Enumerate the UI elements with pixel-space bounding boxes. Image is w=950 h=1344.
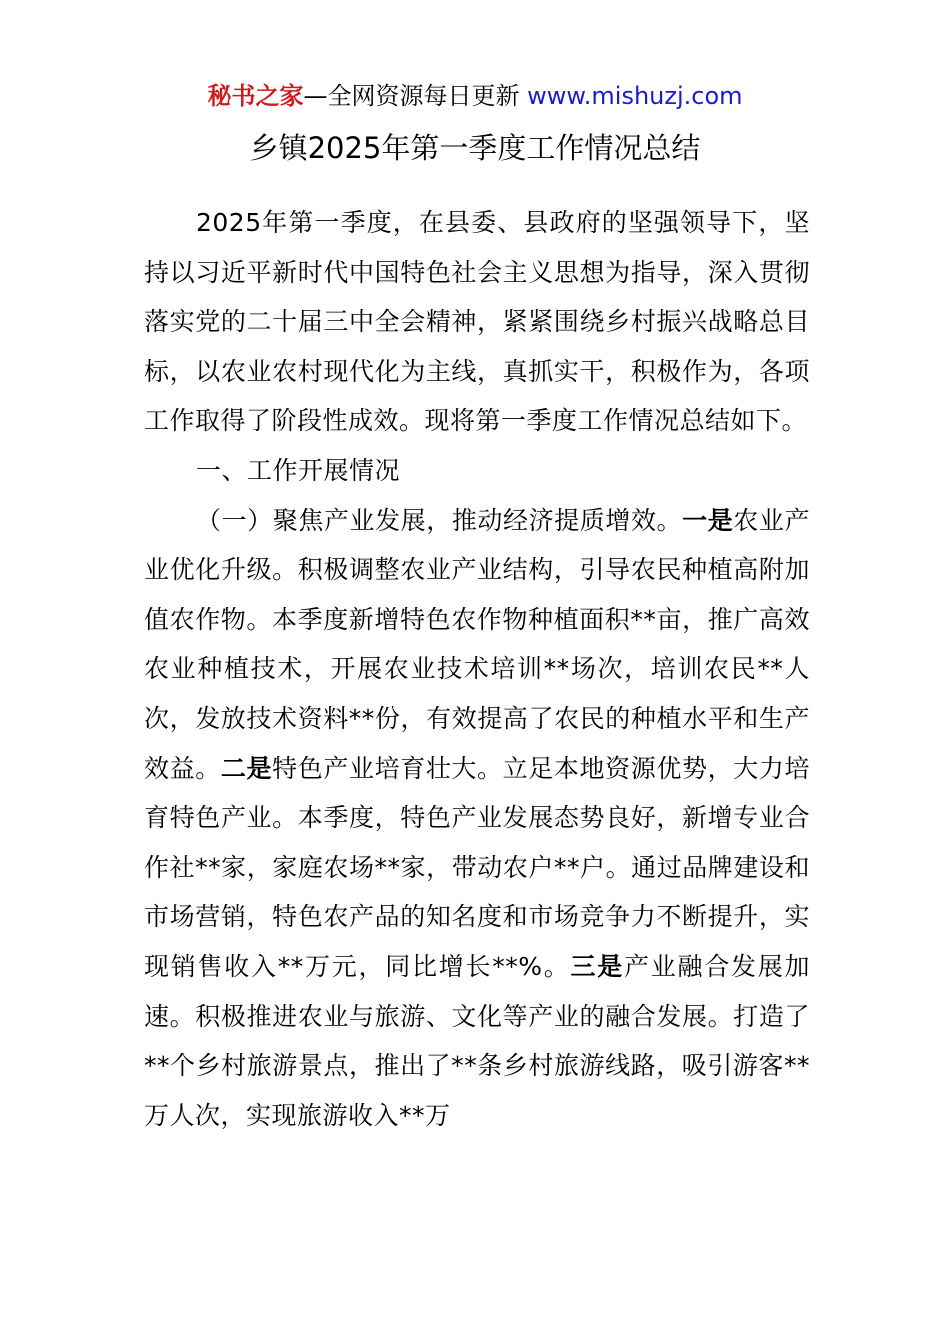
intro-paragraph: 2025年第一季度，在县委、县政府的坚强领导下，坚持以习近平新时代中国特色社会主义思想为指导，深入贯彻落实党的二十届三中全会精神，紧紧围绕乡村振兴战略总目标，以农业农村现代化为主线，真抓实干，积极作为，各项工作取得了阶段性成效。现将第一季度工作情况总结如下。 — [144, 208, 810, 436]
point-2-label: 二是 — [220, 753, 273, 783]
point-3-text: 产业融合发展加速。积极推进农业与旅游、文化等产业的融合发展。打造了**个乡村旅游景点，推出了**条乡村旅游线路，吸引游客**万人次，实现旅游收入**万 — [144, 951, 810, 1130]
point-3-label: 三是 — [570, 951, 624, 981]
point-2-text: 特色产业培育壮大。立足本地资源优势，大力培育特色产业。本季度，特色产业发展态势良好，新增专业合作社**家，家庭农场**家，带动农户**户。通过品牌建设和市场营销，特色农产品的知名度和市场竞争力不断提升，实现销售收入**万元，同比增长**%。 — [144, 753, 810, 981]
document-title: 乡镇2025年第一季度工作情况总结 — [249, 131, 701, 165]
document-body — [144, 198, 810, 1140]
section-heading: 一、工作开展情况 — [196, 455, 401, 485]
header-tagline: —全网资源每日更新 — [303, 82, 520, 110]
point-1-text: 农业产业优化升级。积极调整农业产业结构，引导农民种植高附加值农作物。本季度新增特色农作物种植面积**亩，推广高效农业种植技术，开展农业技术培训**场次，培训农民**人次，发放技术资料**份，有效提高了农民的种植水平和生产效益。 — [144, 505, 810, 783]
subsection-paragraph — [144, 496, 810, 1141]
subsection-heading: （一）聚焦产业发展，推动经济提质增效。 — [196, 505, 683, 535]
point-1-label: 一是 — [682, 505, 734, 535]
site-url-link[interactable]: www.mishuzj.com — [527, 82, 743, 110]
brand-name: 秘书之家 — [207, 82, 304, 110]
site-header — [0, 80, 950, 112]
